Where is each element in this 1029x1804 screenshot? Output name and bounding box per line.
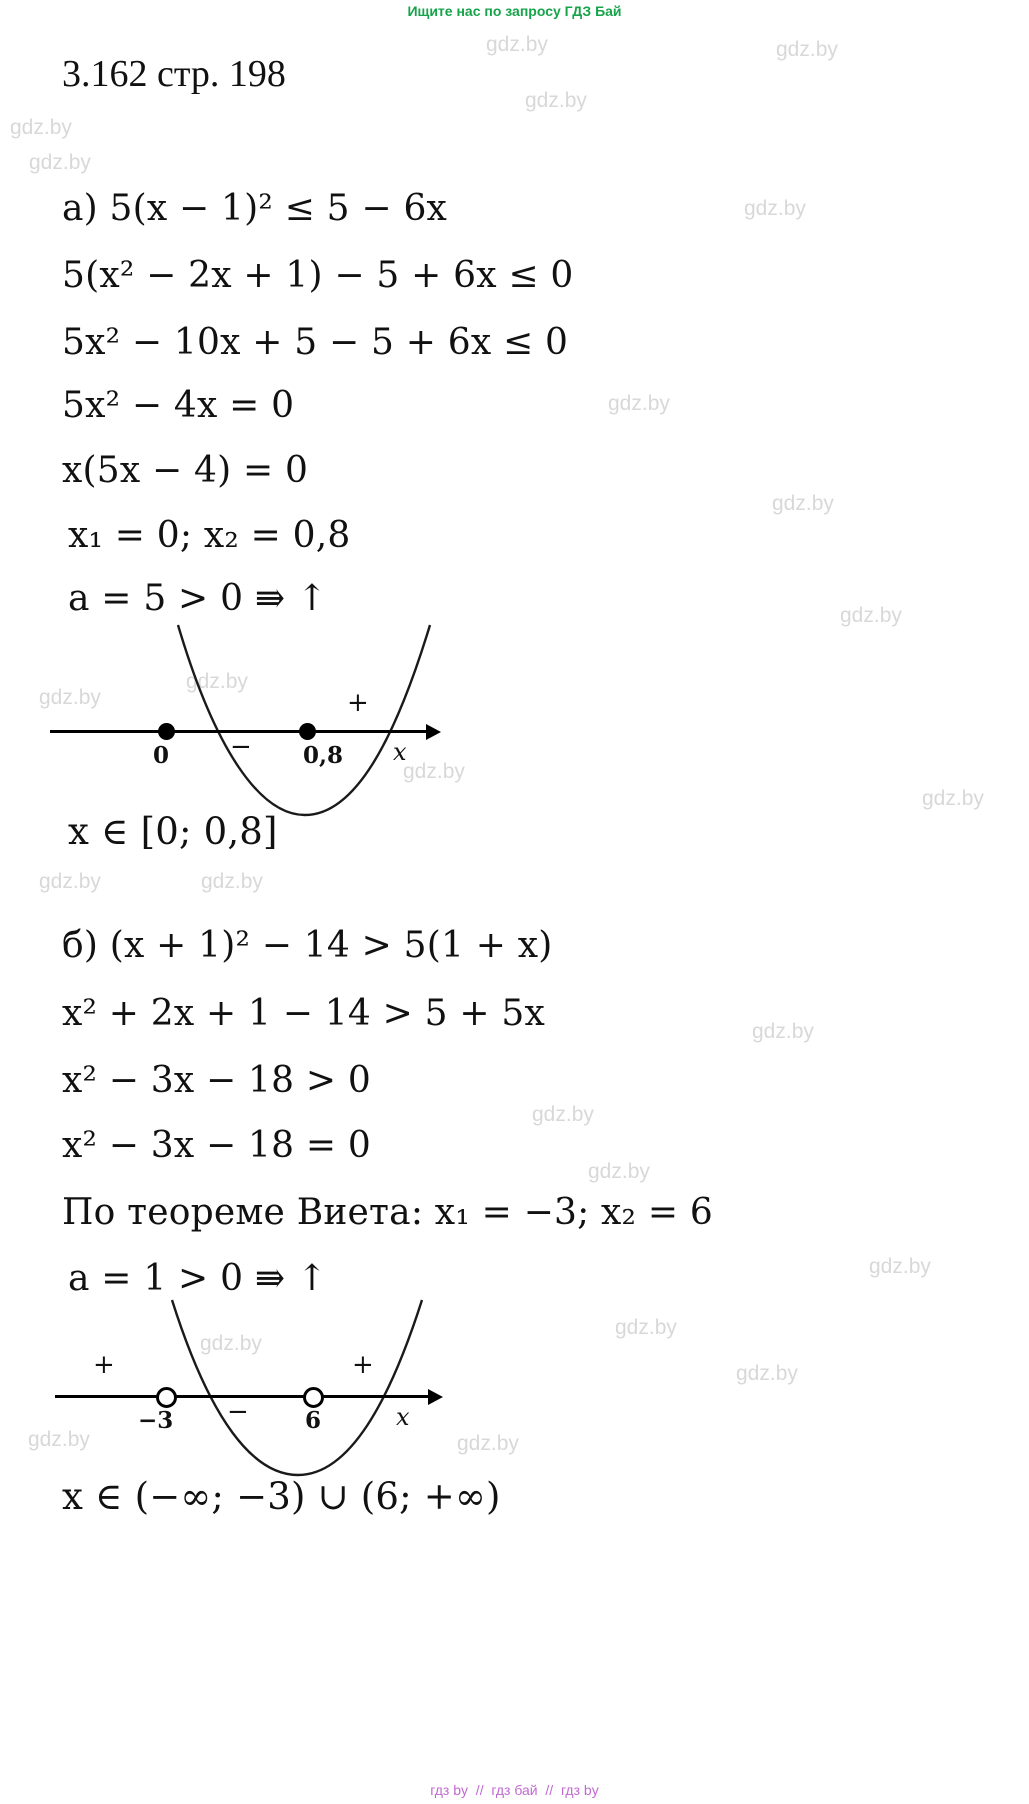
watermark: gdz.by — [28, 1428, 90, 1451]
equation-line-a7: a = 5 > 0 ⇛ ↑ — [68, 578, 328, 619]
watermark: gdz.by — [10, 116, 72, 139]
equation-line-b3: x² − 3x − 18 > 0 — [62, 1060, 372, 1101]
sign-plus-b-1: + — [93, 1350, 115, 1380]
watermark: gdz.by — [200, 1332, 262, 1355]
sign-plus-b-2: + — [352, 1350, 374, 1380]
top-banner: Ищите нас по запросу ГДЗ Бай — [407, 3, 622, 19]
root-point-a-1 — [158, 723, 175, 740]
watermark: gdz.by — [457, 1432, 519, 1455]
watermark: gdz.by — [736, 1362, 798, 1385]
watermark: gdz.by — [532, 1103, 594, 1126]
equation-line-a6: x₁ = 0; x₂ = 0,8 — [68, 515, 351, 556]
equation-line-b4: x² − 3x − 18 = 0 — [62, 1125, 372, 1166]
root-label-b-2: 6 — [305, 1407, 322, 1434]
root-point-b-2 — [303, 1387, 324, 1408]
root-point-b-1 — [156, 1387, 177, 1408]
equation-line-a2: 5(x² − 2x + 1) − 5 + 6x ≤ 0 — [62, 255, 574, 296]
watermark: gdz.by — [486, 33, 548, 56]
watermark: gdz.by — [772, 492, 834, 515]
watermark: gdz.by — [869, 1255, 931, 1278]
page-title: 3.162 стр. 198 — [62, 53, 286, 95]
axis-arrow-a — [426, 724, 441, 740]
watermark: gdz.by — [922, 787, 984, 810]
sign-plus-a: + — [347, 688, 369, 718]
watermark: gdz.by — [39, 870, 101, 893]
sign-minus-b: − — [227, 1397, 249, 1427]
watermark: gdz.by — [39, 686, 101, 709]
watermark: gdz.by — [752, 1020, 814, 1043]
answer-line-b: x ∈ (−∞; −3) ∪ (6; +∞) — [62, 1475, 501, 1518]
watermark: gdz.by — [186, 670, 248, 693]
watermark: gdz.by — [608, 392, 670, 415]
root-label-a-1: 0 — [153, 742, 170, 769]
sign-minus-a: − — [230, 732, 252, 762]
equation-line-a4: 5x² − 4x = 0 — [62, 385, 295, 426]
sign-diagram-a — [50, 680, 470, 810]
equation-line-b5: По теореме Виета: x₁ = −3; x₂ = 6 — [62, 1192, 713, 1233]
watermark: gdz.by — [403, 760, 465, 783]
root-label-b-1: −3 — [138, 1407, 174, 1434]
sign-diagram-b — [55, 1345, 485, 1475]
root-label-a-2: 0,8 — [303, 742, 344, 769]
answer-line-a: x ∈ [0; 0,8] — [68, 810, 278, 853]
watermark: gdz.by — [201, 870, 263, 893]
watermark: gdz.by — [588, 1160, 650, 1183]
watermark: gdz.by — [840, 604, 902, 627]
equation-line-b1: б) (x + 1)² − 14 > 5(1 + x) — [62, 925, 553, 966]
watermark: gdz.by — [744, 197, 806, 220]
axis-label-a: x — [393, 738, 407, 766]
watermark: gdz.by — [776, 38, 838, 61]
equation-line-a1: а) 5(x − 1)² ≤ 5 − 6x — [62, 188, 448, 229]
root-point-a-2 — [299, 723, 316, 740]
equation-line-b6: a = 1 > 0 ⇛ ↑ — [68, 1258, 328, 1299]
equation-line-a5: x(5x − 4) = 0 — [62, 450, 309, 491]
equation-line-b2: x² + 2x + 1 − 14 > 5 + 5x — [62, 993, 546, 1034]
footer-text: гдз by // гдз бай // гдз by — [430, 1782, 599, 1798]
axis-arrow-b — [428, 1389, 443, 1405]
equation-line-a3: 5x² − 10x + 5 − 5 + 6x ≤ 0 — [62, 322, 569, 363]
watermark: gdz.by — [525, 89, 587, 112]
watermark: gdz.by — [615, 1316, 677, 1339]
axis-label-b: x — [396, 1403, 410, 1431]
watermark: gdz.by — [29, 151, 91, 174]
